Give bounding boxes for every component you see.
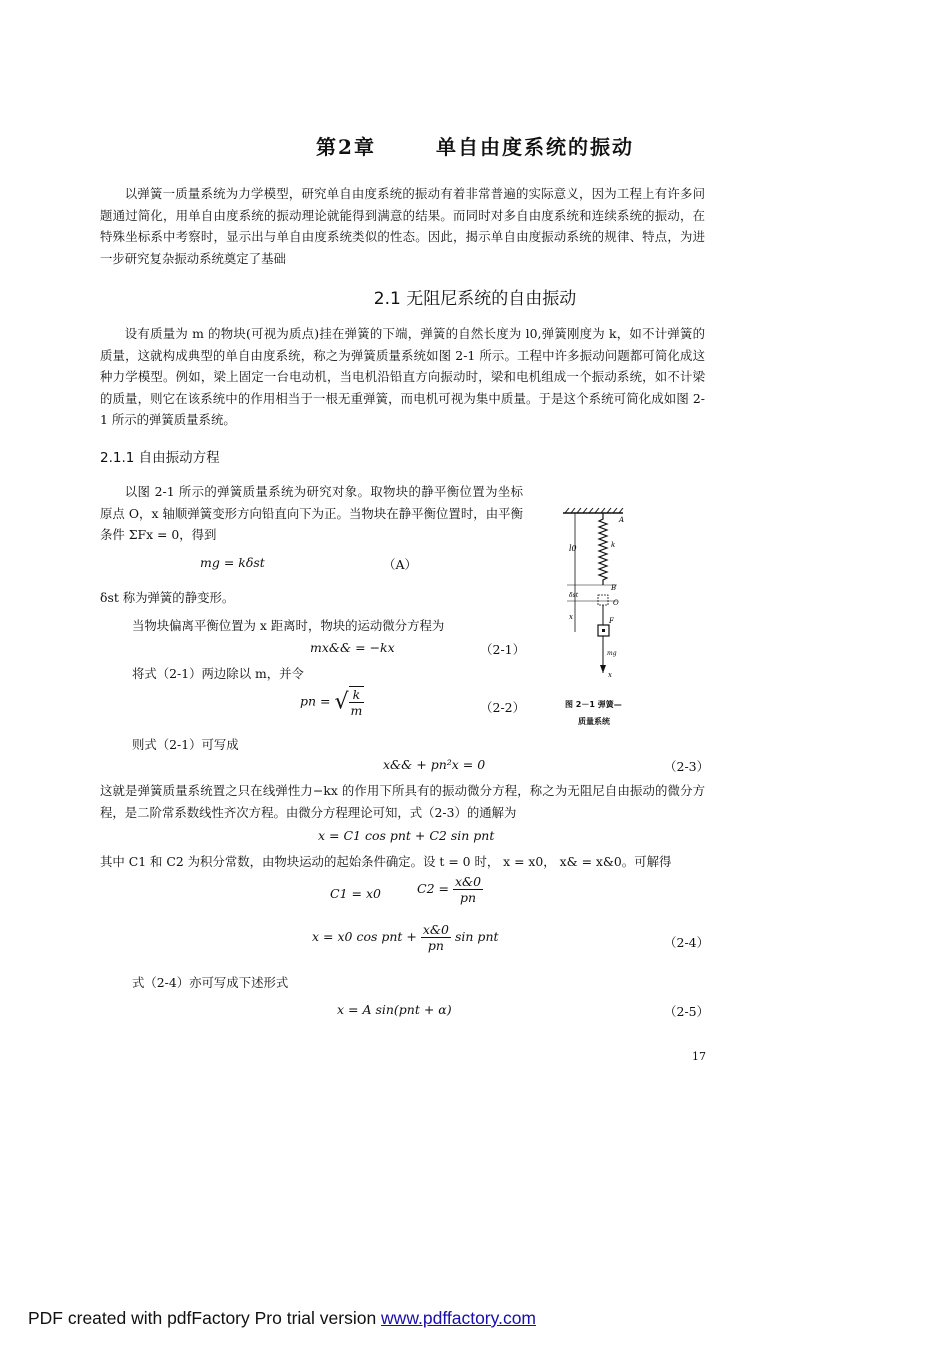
sqrt-sign: √: [334, 689, 349, 715]
equation-2-1-number: （2-1）: [480, 642, 526, 657]
equation-a: mg = kδst: [200, 555, 265, 570]
equation-2-5-number: （2-5）: [664, 1004, 710, 1019]
static-deformation-text: δst 称为弹簧的静变形。: [100, 590, 235, 605]
c2-equation: [417, 874, 483, 905]
equation-2-4: [312, 922, 499, 953]
equation-2-2-number: （2-2）: [480, 700, 526, 715]
equation-2-2-numerator: k: [349, 687, 365, 703]
equation-2-3-number: （2-3）: [664, 759, 710, 774]
spring-coil: [599, 513, 607, 585]
equation-2-4-lhs: x = x0 cos pnt +: [312, 929, 417, 944]
axis-x-label: x: [608, 671, 612, 679]
dst-label: δst: [569, 592, 579, 599]
constants-text: 其中 C1 和 C2 为积分常数，由物块运动的起始条件确定。设 t = 0 时， x = x0， x& = x&0。可解得: [100, 854, 672, 869]
force-f-label: F: [609, 617, 614, 625]
equation-2-4-numerator: x&0: [422, 922, 450, 937]
general-solution: x = C1 cos pnt + C2 sin pnt: [318, 828, 495, 843]
page-number: 17: [692, 1050, 706, 1063]
footer-link[interactable]: www.pdffactory.com: [381, 1308, 537, 1328]
pdf-footer: [28, 1308, 536, 1329]
figure-caption-line2: 质量系统: [578, 717, 610, 726]
c2-denominator: pn: [459, 890, 477, 905]
point-b-label: B: [611, 584, 617, 592]
x-dimension-label: x: [569, 613, 573, 621]
equation-2-1: mx&& = −kx: [310, 640, 395, 655]
spring-k-label: k: [611, 541, 616, 549]
equation-2-2-denominator: m: [350, 703, 363, 718]
weight-mg-label: mg: [607, 650, 617, 657]
then-text: 则式（2-1）可写成: [132, 737, 239, 752]
chapter-number: 第2章: [316, 135, 376, 159]
point-a-label: A: [619, 516, 625, 524]
figure-caption-line1: 图 2－1 弹簧—: [565, 700, 622, 709]
equation-a-number: （A）: [383, 557, 418, 572]
subsection-heading: 2.1.1 自由振动方程: [100, 450, 220, 466]
chapter-title: 单自由度系统的振动: [435, 135, 634, 159]
equation-2-5: x = A sin(pnt + α): [337, 1002, 452, 1017]
section-heading: 2.1 无阻尼系统的自由振动: [373, 289, 577, 309]
x-axis-arrow: [600, 665, 606, 673]
c2-lhs: C2 =: [417, 881, 449, 896]
footer-text: PDF created with pdfFactory Pro trial version: [28, 1308, 382, 1328]
divide-text: 将式（2-1）两边除以 m，并令: [132, 666, 304, 681]
equation-2-3: x&& + pn²x = 0: [383, 757, 486, 772]
l0-label: l0: [569, 544, 577, 553]
c2-numerator: x&0: [454, 874, 482, 889]
section-paragraph: 设有质量为 m 的物块(可视为质点)挂在弹簧的下端，弹簧的自然长度为 l0,弹簧刚度为 k，如不计弹簧的质量，这就构成典型的单自由度系统，称之为弹簧质量系统如图 2-1 所示。工程中许多振动问题都可简化成这种力学模型。例如，梁上固定一台电动机，当电机沿铅直方向振动时，梁和电机组成一个振动系统，如不计梁的质量，则它在该系统中的作用相当于一根无重弹簧，而电机可视为集中质量。于是这个系统可简化成如图 2-1 所示的弹簧质量系统。: [100, 326, 705, 427]
alternate-form-text: 式（2-4）亦可写成下述形式: [132, 975, 289, 990]
c1-equation: C1 = x0: [330, 886, 381, 901]
equation-2-4-rhs: sin pnt: [455, 929, 499, 944]
mass-center: [602, 629, 605, 632]
equation-2-2: [300, 686, 364, 718]
subsection-paragraph: 以图 2-1 所示的弹簧质量系统为研究对象。取物块的静平衡位置为坐标原点 O，x 轴顺弹簧变形方向铅直向下为正。当物块在静平衡位置时，由平衡条件 ΣFx = 0，得到: [100, 484, 523, 542]
mass-equilibrium: [598, 595, 608, 605]
equation-2-4-denominator: pn: [427, 938, 444, 953]
origin-o-label: O: [613, 599, 619, 607]
explanation-paragraph: 这就是弹簧质量系统置之只在线弹性力−kx 的作用下所具有的振动微分方程，称之为无阻尼自由振动的微分方程，是二阶常系数线性齐次方程。由微分方程理论可知，式（2-3）的通解为: [100, 783, 705, 820]
motion-text: 当物块偏离平衡位置为 x 距离时，物块的运动微分方程为: [132, 618, 445, 633]
chapter-heading: [0, 131, 950, 160]
intro-paragraph: 以弹簧一质量系统为力学模型，研究单自由度系统的振动有着非常普遍的实际意义，因为工程上有许多问题通过简化，用单自由度系统的振动理论就能得到满意的结果。而同时对多自由度系统和连续系统的振动，在特殊坐标系中考察时，显示出与单自由度系统类似的性态。因此，揭示单自由度振动系统的规律、特点，为进一步研究复杂振动系统奠定了基础: [100, 186, 705, 266]
equation-2-2-lhs: pn =: [300, 693, 331, 709]
equation-2-4-number: （2-4）: [664, 935, 710, 950]
